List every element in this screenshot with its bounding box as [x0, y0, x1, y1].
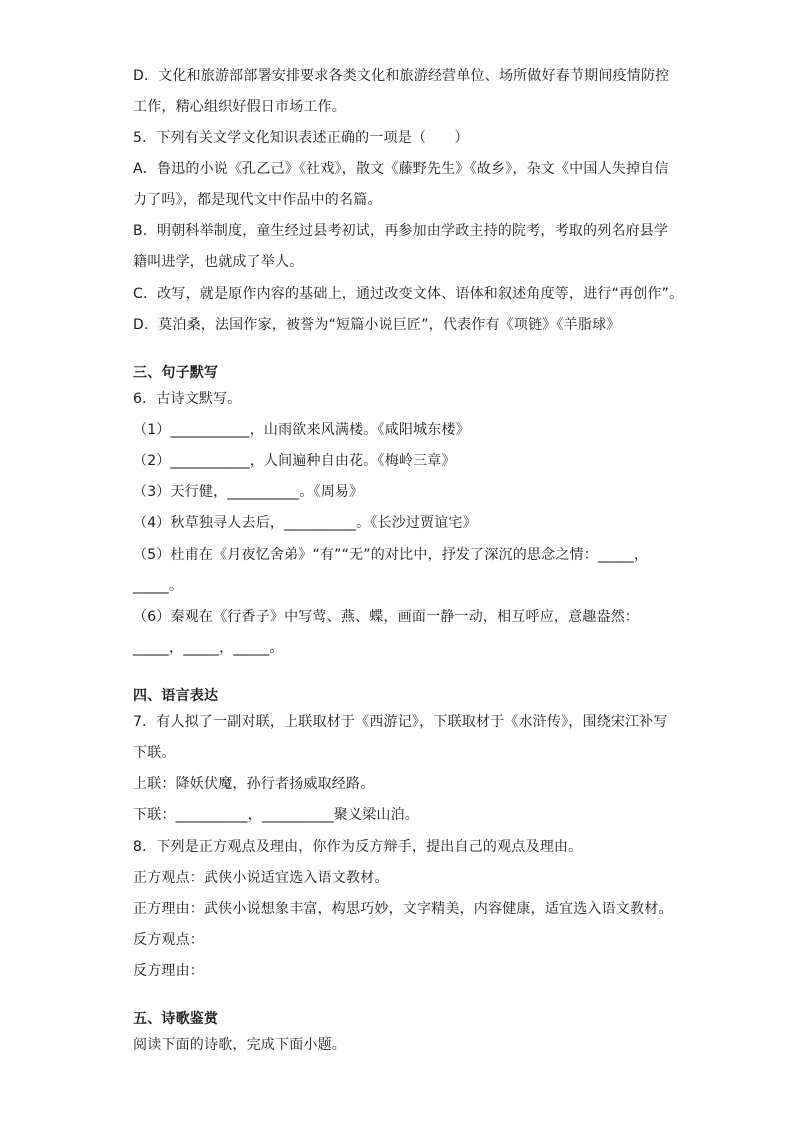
q6-stem: 6．古诗文默写。	[133, 391, 242, 407]
q6-item-1: （1）___________，山雨欲来风满楼。《咸阳城东楼》	[133, 422, 470, 438]
q5-option-a-line2: 力了吗》，都是现代文中作品中的名篇。	[133, 192, 382, 208]
poem-instruction: 阅读下面的诗歌，完成下面小题。	[133, 1037, 346, 1053]
q5-option-b-line2: 籍叫进学，也就成了举人。	[133, 254, 304, 270]
q4-option-d-line2: 工作，精心组织好假日市场工作。	[133, 99, 346, 115]
q7-upper-couplet: 上联：降妖伏魔，孙行者扬威取经路。	[133, 776, 375, 792]
q7-lower-couplet: 下联：__________，__________聚义梁山泊。	[133, 807, 419, 823]
q8-stem: 8．下列是正方观点及理由，你作为反方辩手，提出自己的观点及理由。	[133, 839, 583, 855]
q8-con-reason: 反方理由：	[133, 963, 204, 979]
section-heading-4: 四、语言表达	[133, 688, 219, 704]
q7-stem-line2: 下联。	[133, 745, 176, 761]
q5-option-b-line1: B．明朝科举制度，童生经过县考初试，再参加由学政主持的院考，考取的列名府县学	[133, 223, 669, 239]
section-heading-3: 三、句子默写	[133, 365, 219, 381]
q5-option-a-line1: A．鲁迅的小说《孔乙己》《社戏》，散文《藤野先生》《故乡》，杂文《中国人失掉自信	[133, 161, 669, 177]
q8-pro-view: 正方观点：武侠小说适宜选入语文教材。	[133, 870, 389, 886]
q6-item-4: （4）秋草独寻人去后，__________。《长沙过贾谊宅》	[133, 515, 477, 531]
q4-option-d-line1: D．文化和旅游部部署安排要求各类文化和旅游经营单位、场所做好春节期间疫情防控	[133, 68, 670, 84]
q6-item-6-line1: （6）秦观在《行香子》中写莺、燕、蝶，画面一静一动，相互呼应，意趣盎然：	[133, 609, 640, 625]
q6-item-5-line2: _____。	[133, 578, 184, 594]
section-heading-5: 五、诗歌鉴赏	[133, 1011, 219, 1027]
q6-item-3: （3）天行健，__________。《周易》	[133, 484, 364, 500]
q7-stem-line1: 7．有人拟了一副对联，上联取材于《西游记》，下联取材于《水浒传》，围绕宋江补写	[133, 714, 668, 730]
q6-item-6-line2: _____，_____，_____。	[133, 640, 284, 656]
q5-option-d: D．莫泊桑，法国作家，被誉为“短篇小说巨匠”，代表作有《项链》《羊脂球》	[133, 317, 621, 333]
q5-stem: 5．下列有关文学文化知识表述正确的一项是（ ）	[133, 130, 469, 146]
q6-item-2: （2）___________，人间遍种自由花。《梅岭三章》	[133, 453, 456, 469]
q8-con-view: 反方观点：	[133, 932, 204, 948]
q6-item-5-line1: （5）杜甫在《月夜忆舍弟》“有”“无”的对比中，抒发了深沉的思念之情：_____，	[133, 547, 649, 563]
q8-pro-reason: 正方理由：武侠小说想象丰富，构思巧妙，文字精美，内容健康，适宜选入语文教材。	[133, 901, 673, 917]
q5-option-c: C．改写，就是原作内容的基础上，通过改变文体、语体和叙述角度等，进行“再创作”。	[133, 286, 684, 302]
